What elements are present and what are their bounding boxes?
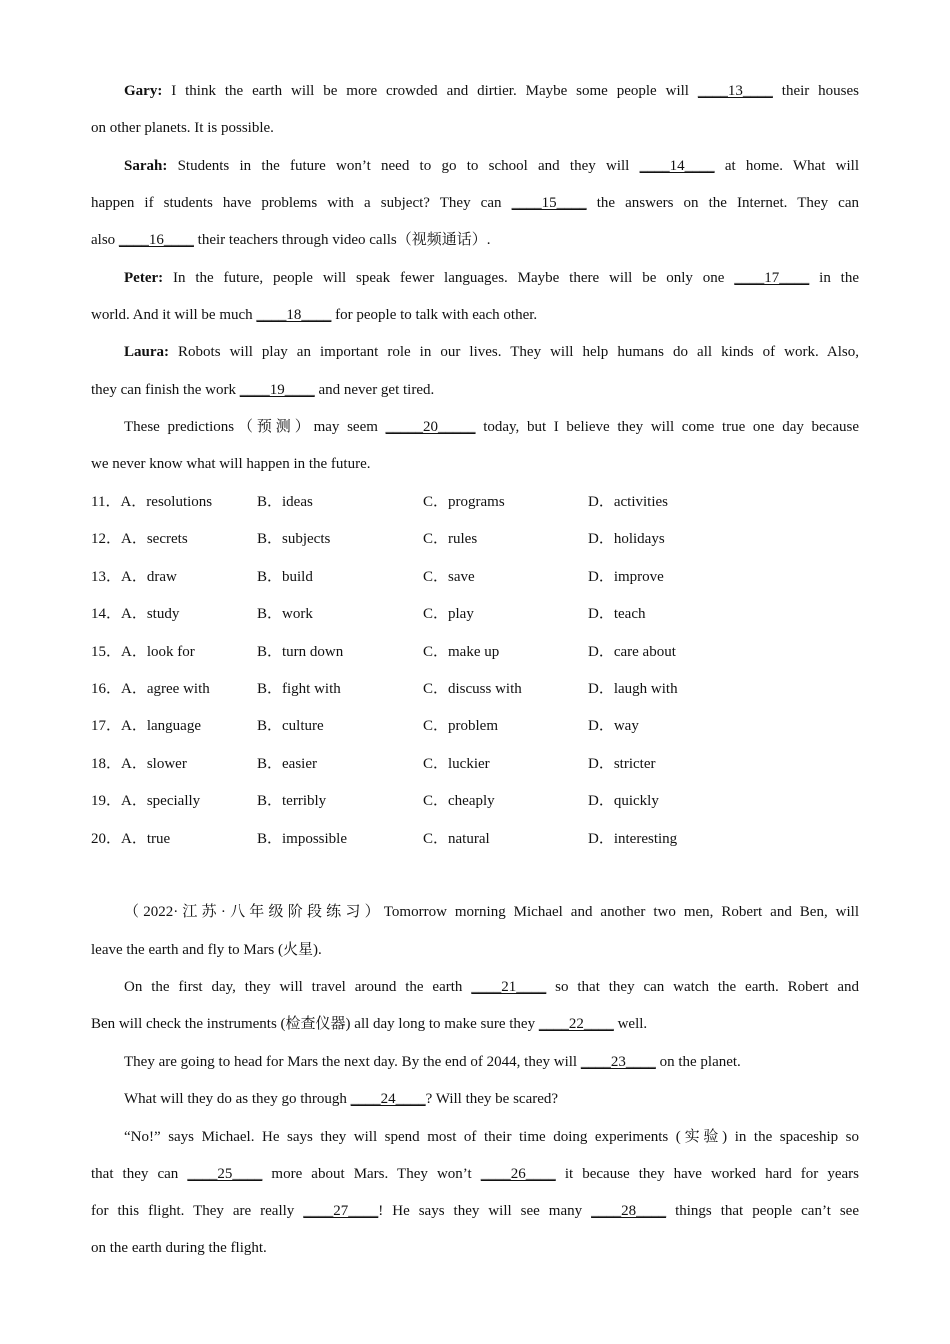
text: and never get tired. bbox=[314, 382, 435, 398]
text: ! He says they will see many bbox=[378, 1203, 592, 1219]
option-c[interactable]: C．play bbox=[423, 606, 474, 623]
text: What will they do as they go through bbox=[124, 1091, 351, 1107]
speaker-sarah: Sarah: bbox=[124, 158, 168, 174]
p3-line-1 bbox=[124, 1087, 859, 1111]
question-number: 15． bbox=[91, 643, 122, 660]
text: These predictions（预测）may seem bbox=[124, 419, 386, 435]
question-number: 11． bbox=[91, 494, 121, 510]
blank-18[interactable]: ____18____ bbox=[256, 307, 332, 323]
question-number: 16． bbox=[91, 681, 122, 697]
text: on the planet. bbox=[655, 1054, 741, 1070]
option-c[interactable]: C．cheaply bbox=[423, 793, 495, 810]
option-d[interactable]: D．laugh with bbox=[588, 681, 678, 697]
text: world. And it will be much bbox=[91, 307, 257, 323]
question-number: 13． bbox=[91, 568, 122, 585]
gary-line-1 bbox=[124, 79, 859, 103]
option-b[interactable]: B．easier bbox=[257, 755, 317, 772]
blank-22[interactable]: ____22____ bbox=[538, 1016, 614, 1032]
passage2-intro-line-2: leave the earth and fly to Mars (火星). bbox=[91, 942, 322, 958]
question-cell bbox=[91, 565, 177, 589]
option-b[interactable]: B．turn down bbox=[257, 643, 344, 660]
text: in the bbox=[809, 270, 860, 286]
text: things that people can’t see bbox=[666, 1203, 859, 1219]
p4-line-4: on the earth during the flight. bbox=[91, 1240, 267, 1256]
question-cell bbox=[91, 789, 200, 813]
p4-line-3 bbox=[91, 1199, 859, 1223]
question-cell bbox=[91, 752, 187, 776]
speaker-peter: Peter: bbox=[124, 270, 164, 286]
text: more about Mars. They won’t bbox=[262, 1166, 481, 1182]
p2-line-1 bbox=[124, 1050, 859, 1074]
option-row bbox=[91, 640, 859, 664]
option-c[interactable]: C．natural bbox=[423, 830, 490, 847]
option-d[interactable]: D．way bbox=[588, 718, 639, 735]
question-number: 17． bbox=[91, 718, 122, 735]
option-c[interactable]: C．make up bbox=[423, 643, 500, 660]
blank-28[interactable]: ____28____ bbox=[591, 1203, 667, 1219]
text: their houses bbox=[772, 83, 860, 99]
option-a[interactable]: A．draw bbox=[121, 568, 177, 585]
option-b[interactable]: B．fight with bbox=[257, 681, 341, 697]
option-row bbox=[91, 602, 859, 626]
p1-line-1 bbox=[124, 975, 859, 999]
option-d[interactable]: D．interesting bbox=[588, 830, 678, 847]
gary-line-2: on other planets. It is possible. bbox=[91, 120, 274, 136]
question-cell bbox=[91, 640, 195, 664]
option-d[interactable]: D．teach bbox=[588, 606, 646, 623]
blank-26[interactable]: ____26____ bbox=[480, 1166, 556, 1182]
text: at home. What will bbox=[714, 158, 859, 174]
option-b[interactable]: B．work bbox=[257, 606, 313, 623]
option-d[interactable]: D．improve bbox=[588, 568, 664, 585]
option-c[interactable]: C．luckier bbox=[423, 755, 490, 772]
blank-16[interactable]: ____16____ bbox=[118, 232, 194, 248]
text: happen if students have problems with a subject? They can bbox=[91, 195, 512, 211]
option-d[interactable]: D．activities bbox=[588, 494, 668, 510]
option-row bbox=[91, 527, 859, 551]
question-cell bbox=[91, 714, 201, 738]
blank-14[interactable]: ____14____ bbox=[639, 158, 715, 174]
option-row bbox=[91, 752, 859, 776]
option-b[interactable]: B．impossible bbox=[257, 830, 348, 847]
blank-15[interactable]: ____15____ bbox=[511, 195, 587, 211]
option-d[interactable]: D．holidays bbox=[588, 531, 665, 548]
laura-line-2 bbox=[91, 378, 859, 402]
option-d[interactable]: D．quickly bbox=[588, 793, 659, 810]
option-a[interactable]: A．true bbox=[121, 830, 171, 847]
option-row bbox=[91, 714, 859, 738]
option-row bbox=[91, 827, 859, 851]
text: On the first day, they will travel around the earth bbox=[124, 979, 472, 995]
speaker-gary: Gary: bbox=[124, 83, 163, 99]
speaker-laura: Laura: bbox=[124, 344, 169, 360]
option-row bbox=[91, 565, 859, 589]
text: well. bbox=[613, 1016, 648, 1032]
option-b[interactable]: B．build bbox=[257, 568, 313, 585]
laura-line-1 bbox=[124, 340, 859, 364]
option-d[interactable]: D．stricter bbox=[588, 755, 656, 772]
option-row bbox=[91, 677, 859, 701]
question-number: 12． bbox=[91, 531, 122, 548]
question-number: 19． bbox=[91, 793, 122, 810]
option-row bbox=[91, 490, 859, 514]
option-c[interactable]: C．problem bbox=[423, 718, 498, 735]
option-a[interactable]: A．agree with bbox=[121, 681, 210, 697]
question-number: 18． bbox=[91, 755, 122, 772]
sarah-line-3 bbox=[91, 228, 859, 252]
option-c[interactable]: C．rules bbox=[423, 531, 478, 548]
question-number: 14． bbox=[91, 606, 122, 623]
blank-23[interactable]: ____23____ bbox=[580, 1054, 656, 1070]
question-cell bbox=[91, 490, 212, 514]
p1-line-2 bbox=[91, 1012, 859, 1036]
option-b[interactable]: B．terribly bbox=[257, 793, 327, 810]
text: it because they have worked hard for years bbox=[555, 1166, 859, 1182]
option-b[interactable]: B．ideas bbox=[257, 494, 313, 510]
option-b[interactable]: B．subjects bbox=[257, 531, 331, 548]
text: ? Will they be scared? bbox=[425, 1091, 559, 1107]
option-a[interactable]: A．look for bbox=[121, 643, 195, 660]
option-c[interactable]: C．programs bbox=[423, 494, 505, 510]
p4-line-1: “No!” says Michael. He says they will spend most of their time doing experiments (实验) in the spaceship so bbox=[124, 1129, 859, 1145]
sarah-line-1 bbox=[124, 154, 859, 178]
passage2-intro-line-1: （2022·江苏·八年级阶段练习）Tomorrow morning Michael and another two men, Robert and Ben, will bbox=[124, 904, 859, 920]
text: also bbox=[91, 232, 119, 248]
text: for people to talk with each other. bbox=[331, 307, 538, 323]
text: today, but I believe they will come true one day because bbox=[475, 419, 859, 435]
text: Students in the future won’t need to go to school and they will bbox=[167, 158, 640, 174]
sarah-line-2 bbox=[91, 191, 859, 215]
blank-21[interactable]: ____21____ bbox=[471, 979, 547, 995]
question-cell bbox=[91, 527, 188, 551]
question-cell bbox=[91, 677, 210, 701]
option-row bbox=[91, 789, 859, 813]
text: They are going to head for Mars the next day. By the end of 2044, they will bbox=[124, 1054, 581, 1070]
question-cell bbox=[91, 602, 179, 626]
option-a[interactable]: A．slower bbox=[121, 755, 187, 772]
blank-25[interactable]: ____25____ bbox=[187, 1166, 263, 1182]
blank-13[interactable]: ____13____ bbox=[697, 83, 773, 99]
p4-line-2 bbox=[91, 1162, 859, 1186]
question-cell bbox=[91, 827, 170, 851]
text: Ben will check the instruments (检查仪器) all day long to make sure they bbox=[91, 1016, 539, 1032]
text: they can finish the work bbox=[91, 382, 240, 398]
peter-line-1 bbox=[124, 266, 859, 290]
option-a[interactable]: A．language bbox=[121, 718, 201, 735]
option-a[interactable]: A．specially bbox=[121, 793, 201, 810]
option-a[interactable]: A．secrets bbox=[121, 531, 188, 548]
text: Robots will play an important role in our lives. They will help humans do all kinds of work. Also, bbox=[169, 344, 859, 360]
option-a[interactable]: A．study bbox=[121, 606, 180, 623]
option-b[interactable]: B．culture bbox=[257, 718, 324, 735]
blank-17[interactable]: ____17____ bbox=[734, 270, 810, 286]
text: I think the earth will be more crowded and dirtier. Maybe some people will bbox=[162, 83, 698, 99]
blank-20[interactable]: _____20_____ bbox=[385, 419, 476, 435]
option-a[interactable]: A．resolutions bbox=[120, 494, 213, 510]
blank-27[interactable]: ____27____ bbox=[303, 1203, 379, 1219]
closing-line-2: we never know what will happen in the future. bbox=[91, 456, 371, 472]
option-c[interactable]: C．discuss with bbox=[423, 681, 522, 697]
question-number: 20． bbox=[91, 830, 122, 847]
text: for this flight. They are really bbox=[91, 1203, 304, 1219]
text: so that they can watch the earth. Robert and bbox=[546, 979, 860, 995]
blank-19[interactable]: ____19____ bbox=[239, 382, 315, 398]
text: the answers on the Internet. They can bbox=[586, 195, 859, 211]
peter-line-2 bbox=[91, 303, 859, 327]
option-c[interactable]: C．save bbox=[423, 568, 475, 585]
blank-24[interactable]: ____24____ bbox=[350, 1091, 426, 1107]
text: their teachers through video calls（视频通话）. bbox=[193, 232, 491, 248]
closing-line-1 bbox=[124, 415, 859, 439]
text: that they can bbox=[91, 1166, 188, 1182]
option-d[interactable]: D．care about bbox=[588, 643, 676, 660]
text: In the future, people will speak fewer languages. Maybe there will be only one bbox=[163, 270, 735, 286]
